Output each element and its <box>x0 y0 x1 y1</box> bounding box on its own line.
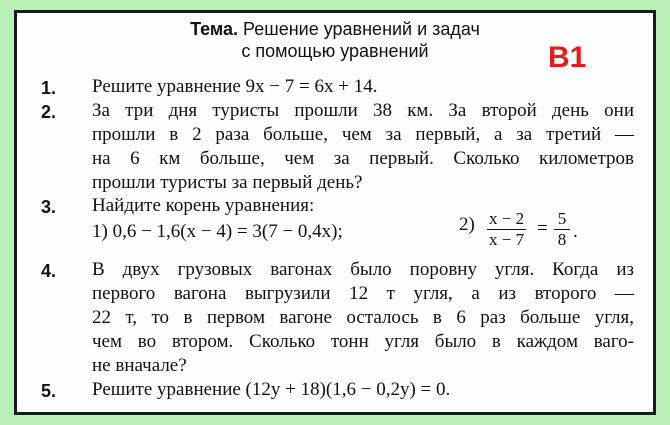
topic-label: Тема. <box>190 19 239 39</box>
task-2-line: на 6 км больше, чем за первый. Сколько километров <box>92 148 634 169</box>
task-4-line: не вначале? <box>92 355 187 376</box>
task-number: 4. <box>41 261 57 281</box>
task-4-line: первого вагона выгрузили 12 т угля, а из второго — <box>92 283 634 304</box>
task-number: 3. <box>41 197 57 217</box>
task-4-line: В двух грузовых вагонах было поровну угля. Когда из <box>92 259 634 280</box>
task-2-line: За три дня туристы прошли 38 км. За второй день они <box>92 100 634 121</box>
task-4-line: 22 т, то в первом вагоне осталось в 6 раз больше угля, <box>92 307 634 328</box>
task-number: 5. <box>41 381 57 401</box>
fraction-left <box>487 209 526 250</box>
fraction-numerator: 5 <box>554 209 570 230</box>
task-4-line: чем во втором. Сколько тонн угля было в каждом ваго- <box>92 331 634 352</box>
variant-badge: В1 <box>548 41 587 74</box>
task-2-line: прошли туристы за первый день? <box>92 172 363 193</box>
task-1-text: Решите уравнение 9x − 7 = 6x + 14. <box>92 76 378 97</box>
task-3-line: Найдите корень уравнения: <box>92 195 315 216</box>
page-title-line1 <box>17 19 653 40</box>
task-number: 1. <box>41 78 57 98</box>
page-title-line2: с помощью уравнений <box>241 41 429 61</box>
task-3-equation-1: 1) 0,6 − 1,6(x − 4) = 3(7 − 0,4x); <box>92 221 343 242</box>
fraction-denominator: x − 7 <box>489 230 525 249</box>
fraction-right <box>554 209 570 250</box>
task-number: 2. <box>41 102 57 122</box>
equals-sign: = <box>537 218 548 239</box>
fraction-numerator: x − 2 <box>489 209 525 228</box>
task-3-equation-2-label: 2) <box>459 214 475 235</box>
title-text: Решение уравнений и задач <box>243 19 480 39</box>
fraction-denominator: 8 <box>557 230 567 249</box>
task-2-line: прошли в 2 раза больше, чем за первый, а за третий — <box>92 124 634 145</box>
period: . <box>573 221 578 242</box>
worksheet <box>14 10 656 415</box>
task-5-text: Решите уравнение (12y + 18)(1,6 − 0,2y) = 0. <box>92 379 451 400</box>
